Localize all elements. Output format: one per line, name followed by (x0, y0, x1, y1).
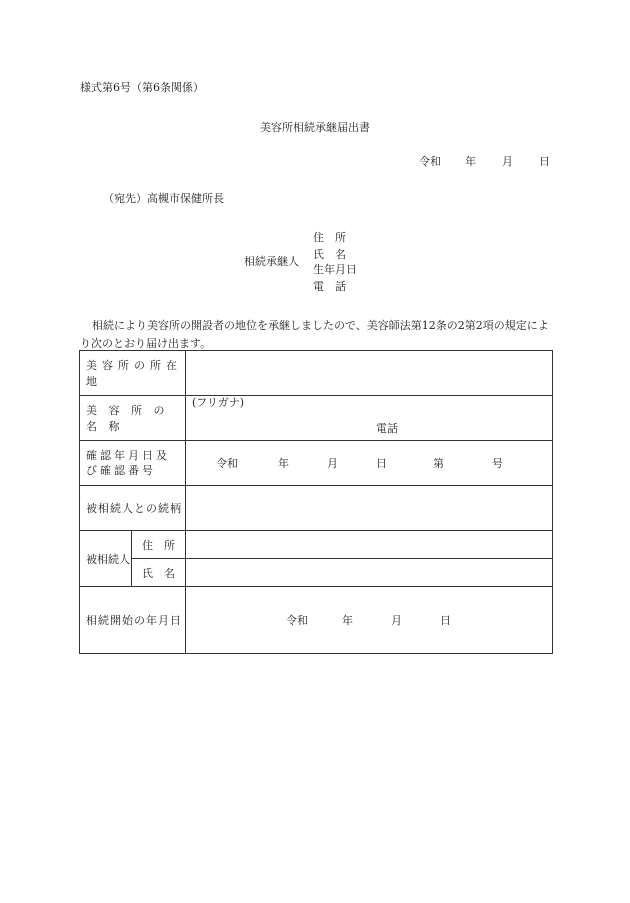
start-era: 令和 (286, 614, 308, 627)
heir-address-label: 住 所 (313, 231, 346, 244)
start-month: 月 (391, 614, 402, 627)
relation-field[interactable] (186, 486, 553, 531)
decedent-name-label: 氏 名 (132, 559, 186, 587)
salon-name-label: 美 容 所 の 名 称 (80, 396, 186, 441)
location-label: 美容所の所在地 (80, 351, 186, 396)
decedent-address-field[interactable] (186, 531, 553, 559)
heir-phone-label: 電 話 (313, 280, 346, 293)
start-year: 年 (342, 614, 353, 627)
form-number: 様式第6号（第6条関係） (80, 81, 204, 94)
confirm-era: 令和 (216, 457, 238, 470)
addressee: （宛先）高槻市保健所長 (103, 192, 224, 205)
decedent-label: 被相続人 (80, 531, 132, 587)
date-day: 日 (539, 155, 550, 168)
date-era: 令和 (419, 155, 441, 168)
date-year: 年 (465, 155, 476, 168)
furigana-label: (フリガナ) (192, 396, 245, 409)
document-title: 美容所相続承継届出書 (260, 121, 370, 134)
start-date-label: 相続開始の年月日 (80, 587, 186, 654)
heir-name-label: 氏 名 (313, 248, 346, 261)
statement-text: 相続により美容所の開設者の地位を承継しましたので、美容師法第12条の2第2項の規定により次のとおり届け出ます。 (80, 319, 549, 350)
heir-label: 相続承継人 (244, 255, 299, 268)
confirm-month: 月 (327, 457, 338, 470)
decedent-address-label: 住 所 (132, 531, 186, 559)
notification-table (79, 350, 553, 654)
start-date-field[interactable] (186, 587, 553, 654)
relation-label: 被相続人との続柄 (80, 486, 186, 531)
submission-date (419, 156, 550, 167)
salon-name-field[interactable] (186, 396, 553, 441)
confirm-number-prefix: 第 (433, 457, 444, 470)
confirmation-field[interactable] (186, 441, 553, 486)
location-field[interactable] (186, 351, 553, 396)
date-month: 月 (502, 155, 513, 168)
heir-birthdate-label: 生年月日 (313, 263, 357, 276)
decedent-name-field[interactable] (186, 559, 553, 587)
start-day: 日 (440, 614, 451, 627)
confirm-year: 年 (278, 457, 289, 470)
salon-phone-label: 電話 (376, 422, 398, 435)
confirm-day: 日 (376, 457, 387, 470)
confirmation-label: 確認年月日及び確認番号 (80, 441, 186, 486)
confirm-number-suffix: 号 (492, 457, 503, 470)
